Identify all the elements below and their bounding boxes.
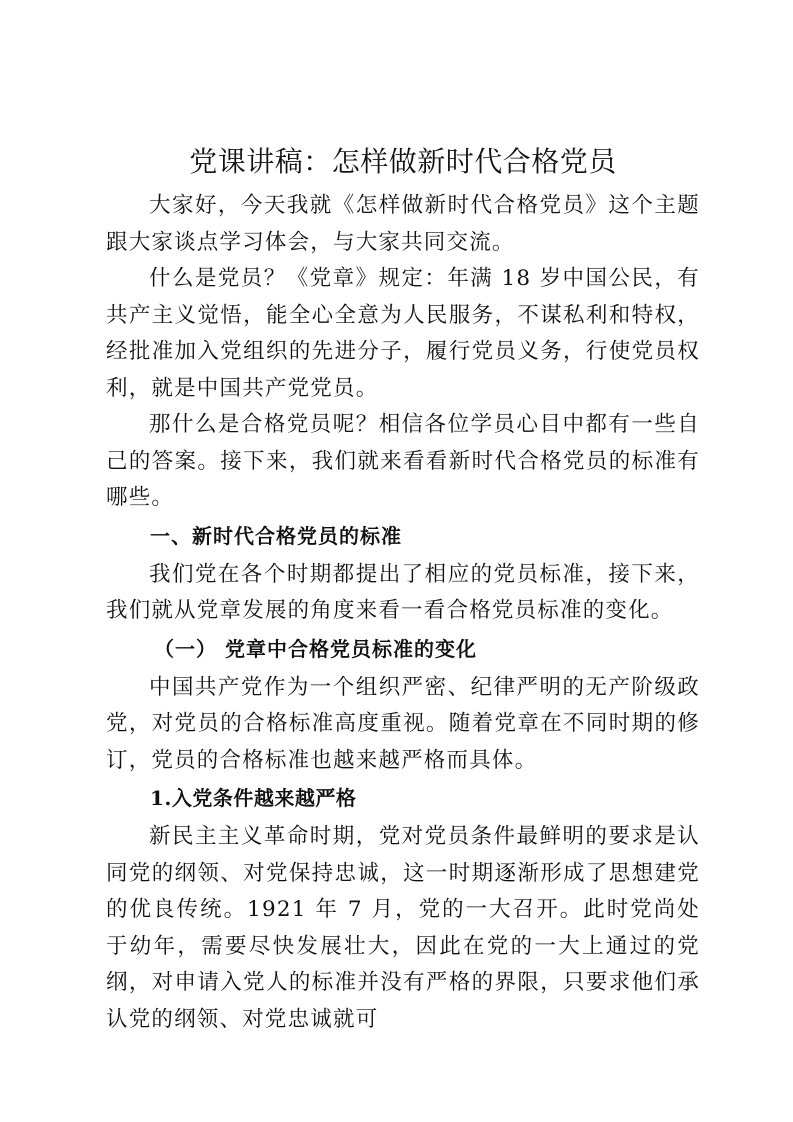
paragraph-what-is-member: 什么是党员？《党章》规定：年满 18 岁中国公民，有共产主义觉悟，能全心全意为人民服务，不谋私利和特权，经批准加入党组织的先进分子，履行党员义务，行使党员权利，就是中国共产党党员。 bbox=[106, 266, 700, 401]
document-body bbox=[106, 142, 700, 1038]
paragraph-section1-intro: 我们党在各个时期都提出了相应的党员标准，接下来，我们就从党章发展的角度来看一看合格党员标准的变化。 bbox=[106, 561, 700, 623]
paragraph-intro: 大家好，今天我就《怎样做新时代合格党员》这个主题跟大家谈点学习体会，与大家共同交流。 bbox=[106, 193, 700, 255]
paragraph-subsection1-intro: 中国共产党作为一个组织严密、纪律严明的无产阶级政党，对党员的合格标准高度重视。随着党章在不同时期的修订，党员的合格标准也越来越严格而具体。 bbox=[106, 674, 700, 773]
subsection-heading-1: （一） 党章中合格党员标准的变化 bbox=[154, 636, 477, 661]
paragraph-point1-body: 新民主主义革命时期，党对党员条件最鲜明的要求是认同党的纲领、对党保持忠诚，这一时期逐渐形成了思想建党的优良传统。1921 年 7 月，党的一大召开。此时党尚处于幼年，需要尽快发展壮大，因此在党的一大上通过的党纲，对申请入党人的标准并没有严格的界限，只要求他们承认党的纲领、对党忠诚就可 bbox=[106, 824, 700, 1032]
document-title: 党课讲稿：怎样做新时代合格党员 bbox=[189, 145, 617, 178]
section-heading-1: 一、新时代合格党员的标准 bbox=[150, 523, 402, 548]
point-heading-1: 1.入党条件越来越严格 bbox=[150, 786, 357, 810]
paragraph-what-is-qualified: 那什么是合格党员呢？相信各位学员心目中都有一些自己的答案。接下来，我们就来看看新时代合格党员的标准有哪些。 bbox=[106, 412, 700, 510]
